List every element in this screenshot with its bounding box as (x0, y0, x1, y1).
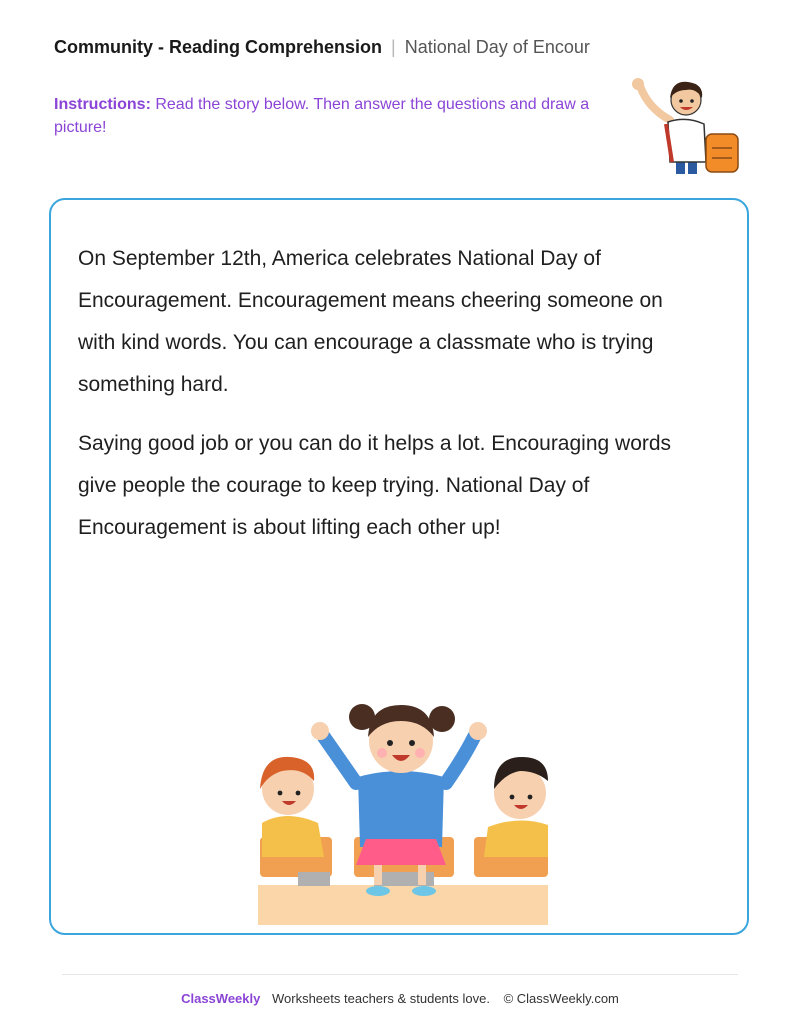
worksheet-header (54, 37, 590, 58)
footer-divider (62, 974, 738, 975)
title-separator: | (391, 37, 396, 57)
worksheet-subtitle: National Day of Encour (404, 37, 590, 57)
footer-copyright: © ClassWeekly.com (503, 991, 619, 1006)
cheering-classroom-kids-icon (258, 697, 548, 925)
instructions-label: Instructions: (54, 96, 151, 113)
story-paragraph-2: Saying good job or you can do it helps a lot. Encouraging words give people the courage to keep trying. National Day of Encouragement is about lifting each other up! (78, 432, 672, 539)
story-card (49, 198, 749, 935)
footer (0, 991, 800, 1006)
instructions (54, 93, 614, 139)
worksheet-title: Community - Reading Comprehension (54, 37, 383, 57)
story-paragraph-1: On September 12th, America celebrates National Day of Encouragement. Encouragement means cheering someone on with kind words. You can encourage a classmate who is trying something hard. (78, 247, 663, 396)
instructions-text: Read the story below. Then answer the questions and draw a picture! (54, 96, 590, 136)
footer-brand: ClassWeekly (181, 991, 261, 1006)
waving-boy-with-backpack-icon (626, 72, 742, 176)
footer-tagline: Worksheets teachers & students love. (271, 991, 490, 1006)
